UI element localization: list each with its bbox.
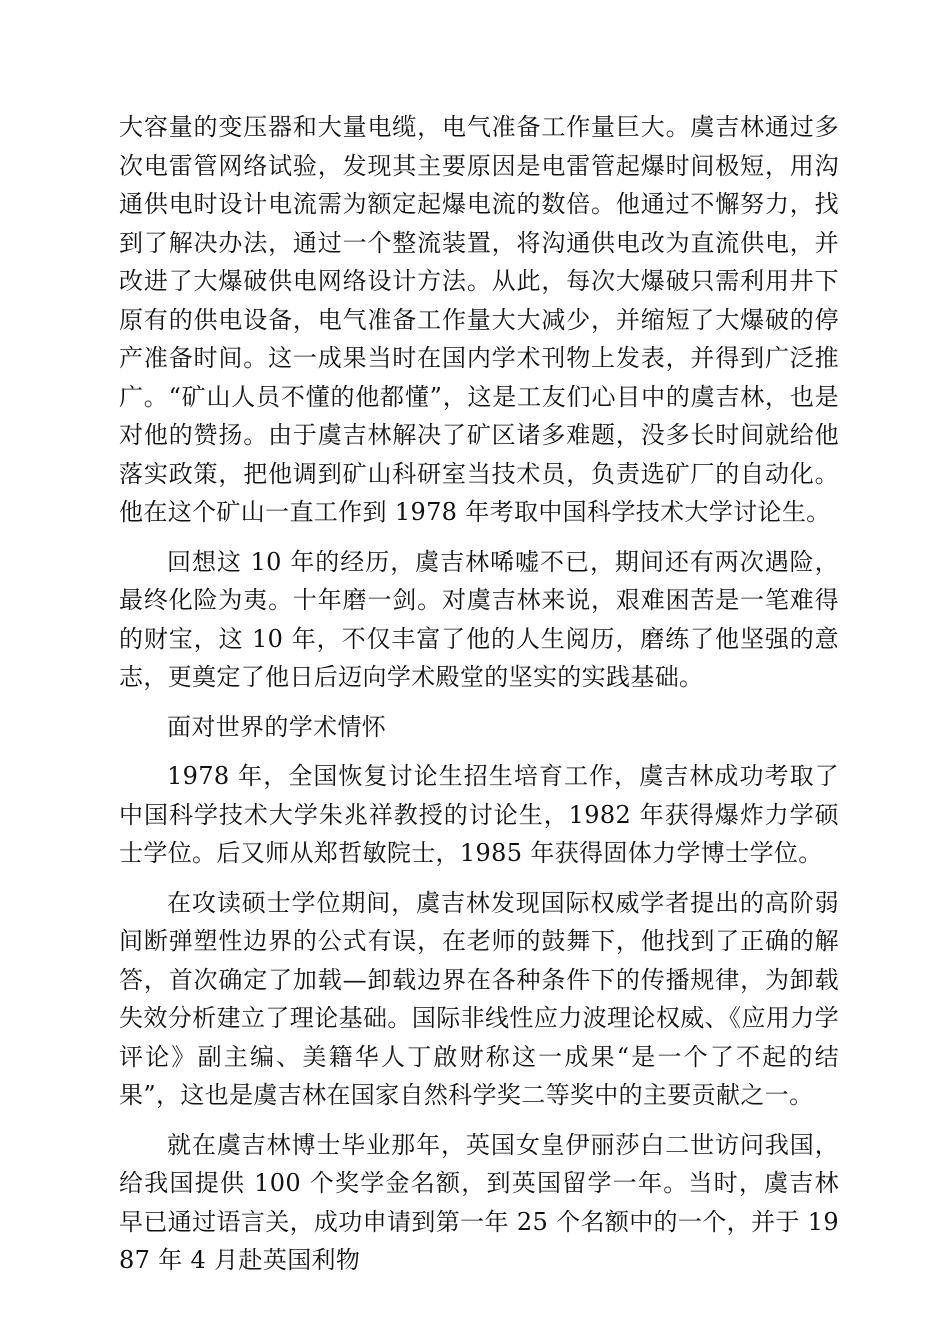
paragraph-continuation: 大容量的变压器和大量电缆，电气准备工作量巨大。虞吉林通过多次电雷管网络试验，发现其主要原因是电雷管起爆时间极短，用沟通供电时设计电流需为额定起爆电流的数倍。他通过不懈努力，找到了解决办法，通过一个整流装置，将沟通供电改为直流供电，并改进了大爆破供电网络设计方法。从此，每次大爆破只需利用井下原有的供电设备，电气准备工作量大大减少，并缩短了大爆破的停产准备时间。这一成果当时在国内学术刊物上发表，并得到广泛推广。“矿山人员不懂的他都懂”，这是工友们心目中的虞吉林，也是对他的赞扬。由于虞吉林解决了矿区诸多难题，没多长时间就给他落实政策，把他调到矿山科研室当技术员，负责选矿厂的自动化。他在这个矿山一直工作到 1978 年考取中国科学技术大学讨论生。	[119, 113, 839, 526]
paragraph-graduate-study: 1978 年，全国恢复讨论生招生培育工作，虞吉林成功考取了中国科学技术大学朱兆祥教授的讨论生，1982 年获得爆炸力学硕士学位。后又师从郑哲敏院士，1985 年获得固体力学博士学位。	[119, 762, 839, 867]
section-heading: 面对世界的学术情怀	[167, 712, 387, 741]
document-body	[119, 108, 839, 1291]
paragraph-study-abroad: 就在虞吉林博士毕业那年，英国女皇伊丽莎白二世访问我国，给我国提供 100 个奖学金名额，到英国留学一年。当时，虞吉林早已通过语言关，成功申请到第一年 25 个名额中的一个，并于 1987 年 4 月赴英国利物	[119, 1130, 839, 1274]
paragraph-reflection: 回想这 10 年的经历，虞吉林唏嘘不已，期间还有两次遇险，最终化险为夷。十年磨一剑。对虞吉林来说，艰难困苦是一笔难得的财宝，这 10 年，不仅丰富了他的人生阅历，磨练了他坚强的意志，更奠定了他日后迈向学术殿堂的坚实的实践基础。	[119, 547, 839, 691]
paragraph-research-contribution: 在攻读硕士学位期间，虞吉林发现国际权威学者提出的高阶弱间断弹塑性边界的公式有误，在老师的鼓舞下，他找到了正确的解答，首次确定了加载—卸载边界在各种条件下的传播规律，为卸载失效分析建立了理论基础。国际非线性应力波理论权威、《应用力学评论》副主编、美籍华人丁啟财称这一成果“是一个了不起的结果”，这也是虞吉林在国家自然科学奖二等奖中的主要贡献之一。	[119, 888, 839, 1109]
